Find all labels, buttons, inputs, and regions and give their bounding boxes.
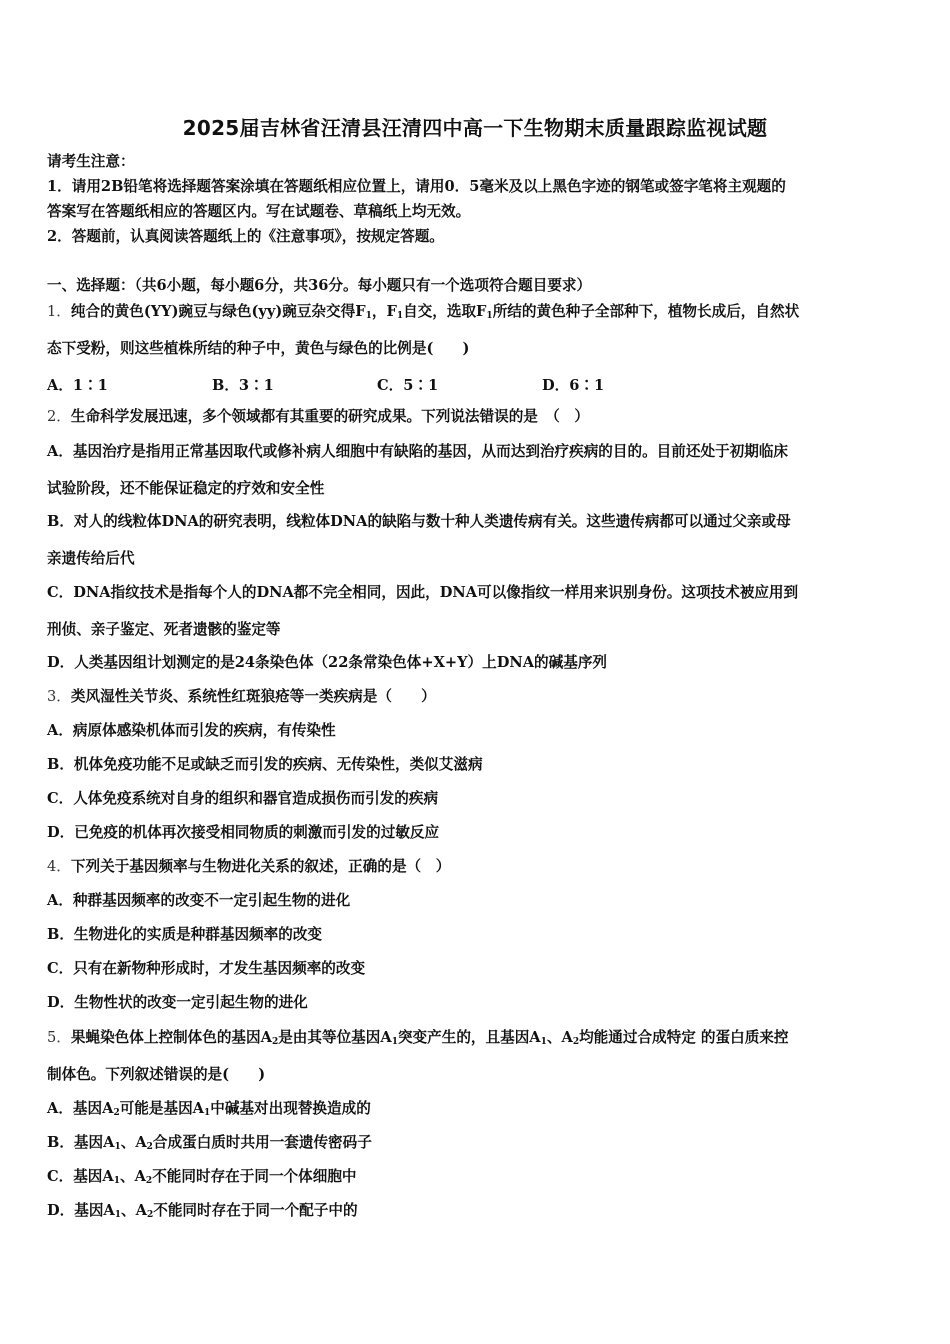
question-5-stem-cont: 制体色。下列叙述错误的是( ) — [47, 1066, 266, 1083]
question-2-option-a: A．基因治疗是指用正常基因取代或修补病人细胞中有缺陷的基因，从而达到治疗疾病的目的。目前还处于初期临床 — [47, 443, 789, 460]
notice-heading: 请考生注意： — [47, 153, 135, 170]
notice-line-1a: 1．请用2B铅笔将选择题答案涂填在答题纸相应位置上，请用0．5毫米及以上黑色字迹的钢笔或签字笔将主观题的 — [47, 178, 786, 195]
question-1-option-d: D．6∶1 — [542, 377, 605, 394]
question-3-option-b: B．机体免疫功能不足或缺乏而引发的疾病、无传染性，类似艾滋病 — [47, 756, 483, 773]
question-1-stem: 1．纯合的黄色(YY)豌豆与绿色(yy)豌豆杂交得$F_1$，$F_1$自交，选取$F_1$所结的黄色种子全部种下，植物长成后，自然状 — [47, 303, 800, 321]
question-5-option-d: D．基因$A_1$、$A_2$不能同时存在于同一个配子中的 — [47, 1202, 358, 1220]
question-2-option-b-cont: 亲遗传给后代 — [47, 550, 135, 567]
question-4-option-d: D．生物性状的改变一定引起生物的进化 — [47, 994, 308, 1011]
question-1-option-a: A．1∶1 — [47, 377, 108, 394]
question-number: 5． — [47, 1029, 71, 1046]
question-2-option-b: B．对人的线粒体DNA的研究表明，线粒体DNA的缺陷与数十种人类遗传病有关。这些遗传病都可以通过父亲或母 — [47, 513, 791, 530]
question-4-stem: 4．下列关于基因频率与生物进化关系的叙述，正确的是（ ） — [47, 858, 451, 875]
question-2-option-a-cont: 试验阶段，还不能保证稳定的疗效和安全性 — [47, 480, 325, 497]
question-5-option-b: B．基因$A_1$、$A_2$合成蛋白质时共用一套遗传密码子 — [47, 1134, 372, 1152]
question-4-option-a: A．种群基因频率的改变不一定引起生物的进化 — [47, 892, 351, 909]
question-number: 2． — [47, 408, 71, 425]
notice-line-2: 2．答题前，认真阅读答题纸上的《注意事项》，按规定答题。 — [47, 228, 444, 245]
question-3-option-d: D．已免疫的机体再次接受相同物质的刺激而引发的过敏反应 — [47, 824, 440, 841]
question-number: 4． — [47, 858, 71, 875]
question-number: 1． — [47, 303, 71, 320]
question-2-option-c: C．DNA指纹技术是指每个人的DNA都不完全相同，因此，DNA可以像指纹一样用来识别身份。这项技术被应用到 — [47, 584, 799, 601]
question-4-option-b: B．生物进化的实质是种群基因频率的改变 — [47, 926, 323, 943]
page-title: 2025届吉林省汪清县汪清四中高一下生物期末质量跟踪监视试题 — [182, 116, 768, 140]
question-5-option-c: C．基因$A_1$、$A_2$不能同时存在于同一个体细胞中 — [47, 1168, 357, 1186]
question-1-stem-cont: 态下受粉，则这些植株所结的种子中，黄色与绿色的比例是( ) — [47, 340, 470, 357]
question-2-option-d: D．人类基因组计划测定的是24条染色体（22条常染色体+X+Y）上DNA的碱基序列 — [47, 654, 608, 671]
question-1-option-c: C．5∶1 — [377, 377, 439, 394]
notice-line-1b: 答案写在答题纸相应的答题区内。写在试题卷、草稿纸上均无效。 — [47, 203, 471, 220]
question-3-stem: 3．类风湿性关节炎、系统性红斑狼疮等一类疾病是（ ） — [47, 688, 436, 705]
question-3-option-c: C．人体免疫系统对自身的组织和器官造成损伤而引发的疾病 — [47, 790, 439, 807]
question-4-option-c: C．只有在新物种形成时，才发生基因频率的改变 — [47, 960, 366, 977]
question-2-option-c-cont: 刑侦、亲子鉴定、死者遗骸的鉴定等 — [47, 621, 281, 638]
section-heading: 一、选择题：（共6小题，每小题6分，共36分。每小题只有一个选项符合题目要求） — [47, 277, 592, 294]
question-3-option-a: A．病原体感染机体而引发的疾病，有传染性 — [47, 722, 336, 739]
question-5-option-a: A．基因$A_2$可能是基因$A_1$中碱基对出现替换造成的 — [47, 1100, 371, 1118]
question-1-option-b: B．3∶1 — [212, 377, 274, 394]
question-2-stem: 2．生命科学发展迅速，多个领域都有其重要的研究成果。下列说法错误的是 （ ） — [47, 408, 589, 425]
question-5-stem: 5．果蝇染色体上控制体色的基因$A_2$是由其等位基因$A_1$突变产生的，且基因$A_1$、$A_2$均能通过合成特定 的蛋白质来控 — [47, 1029, 789, 1047]
question-number: 3． — [47, 688, 71, 705]
